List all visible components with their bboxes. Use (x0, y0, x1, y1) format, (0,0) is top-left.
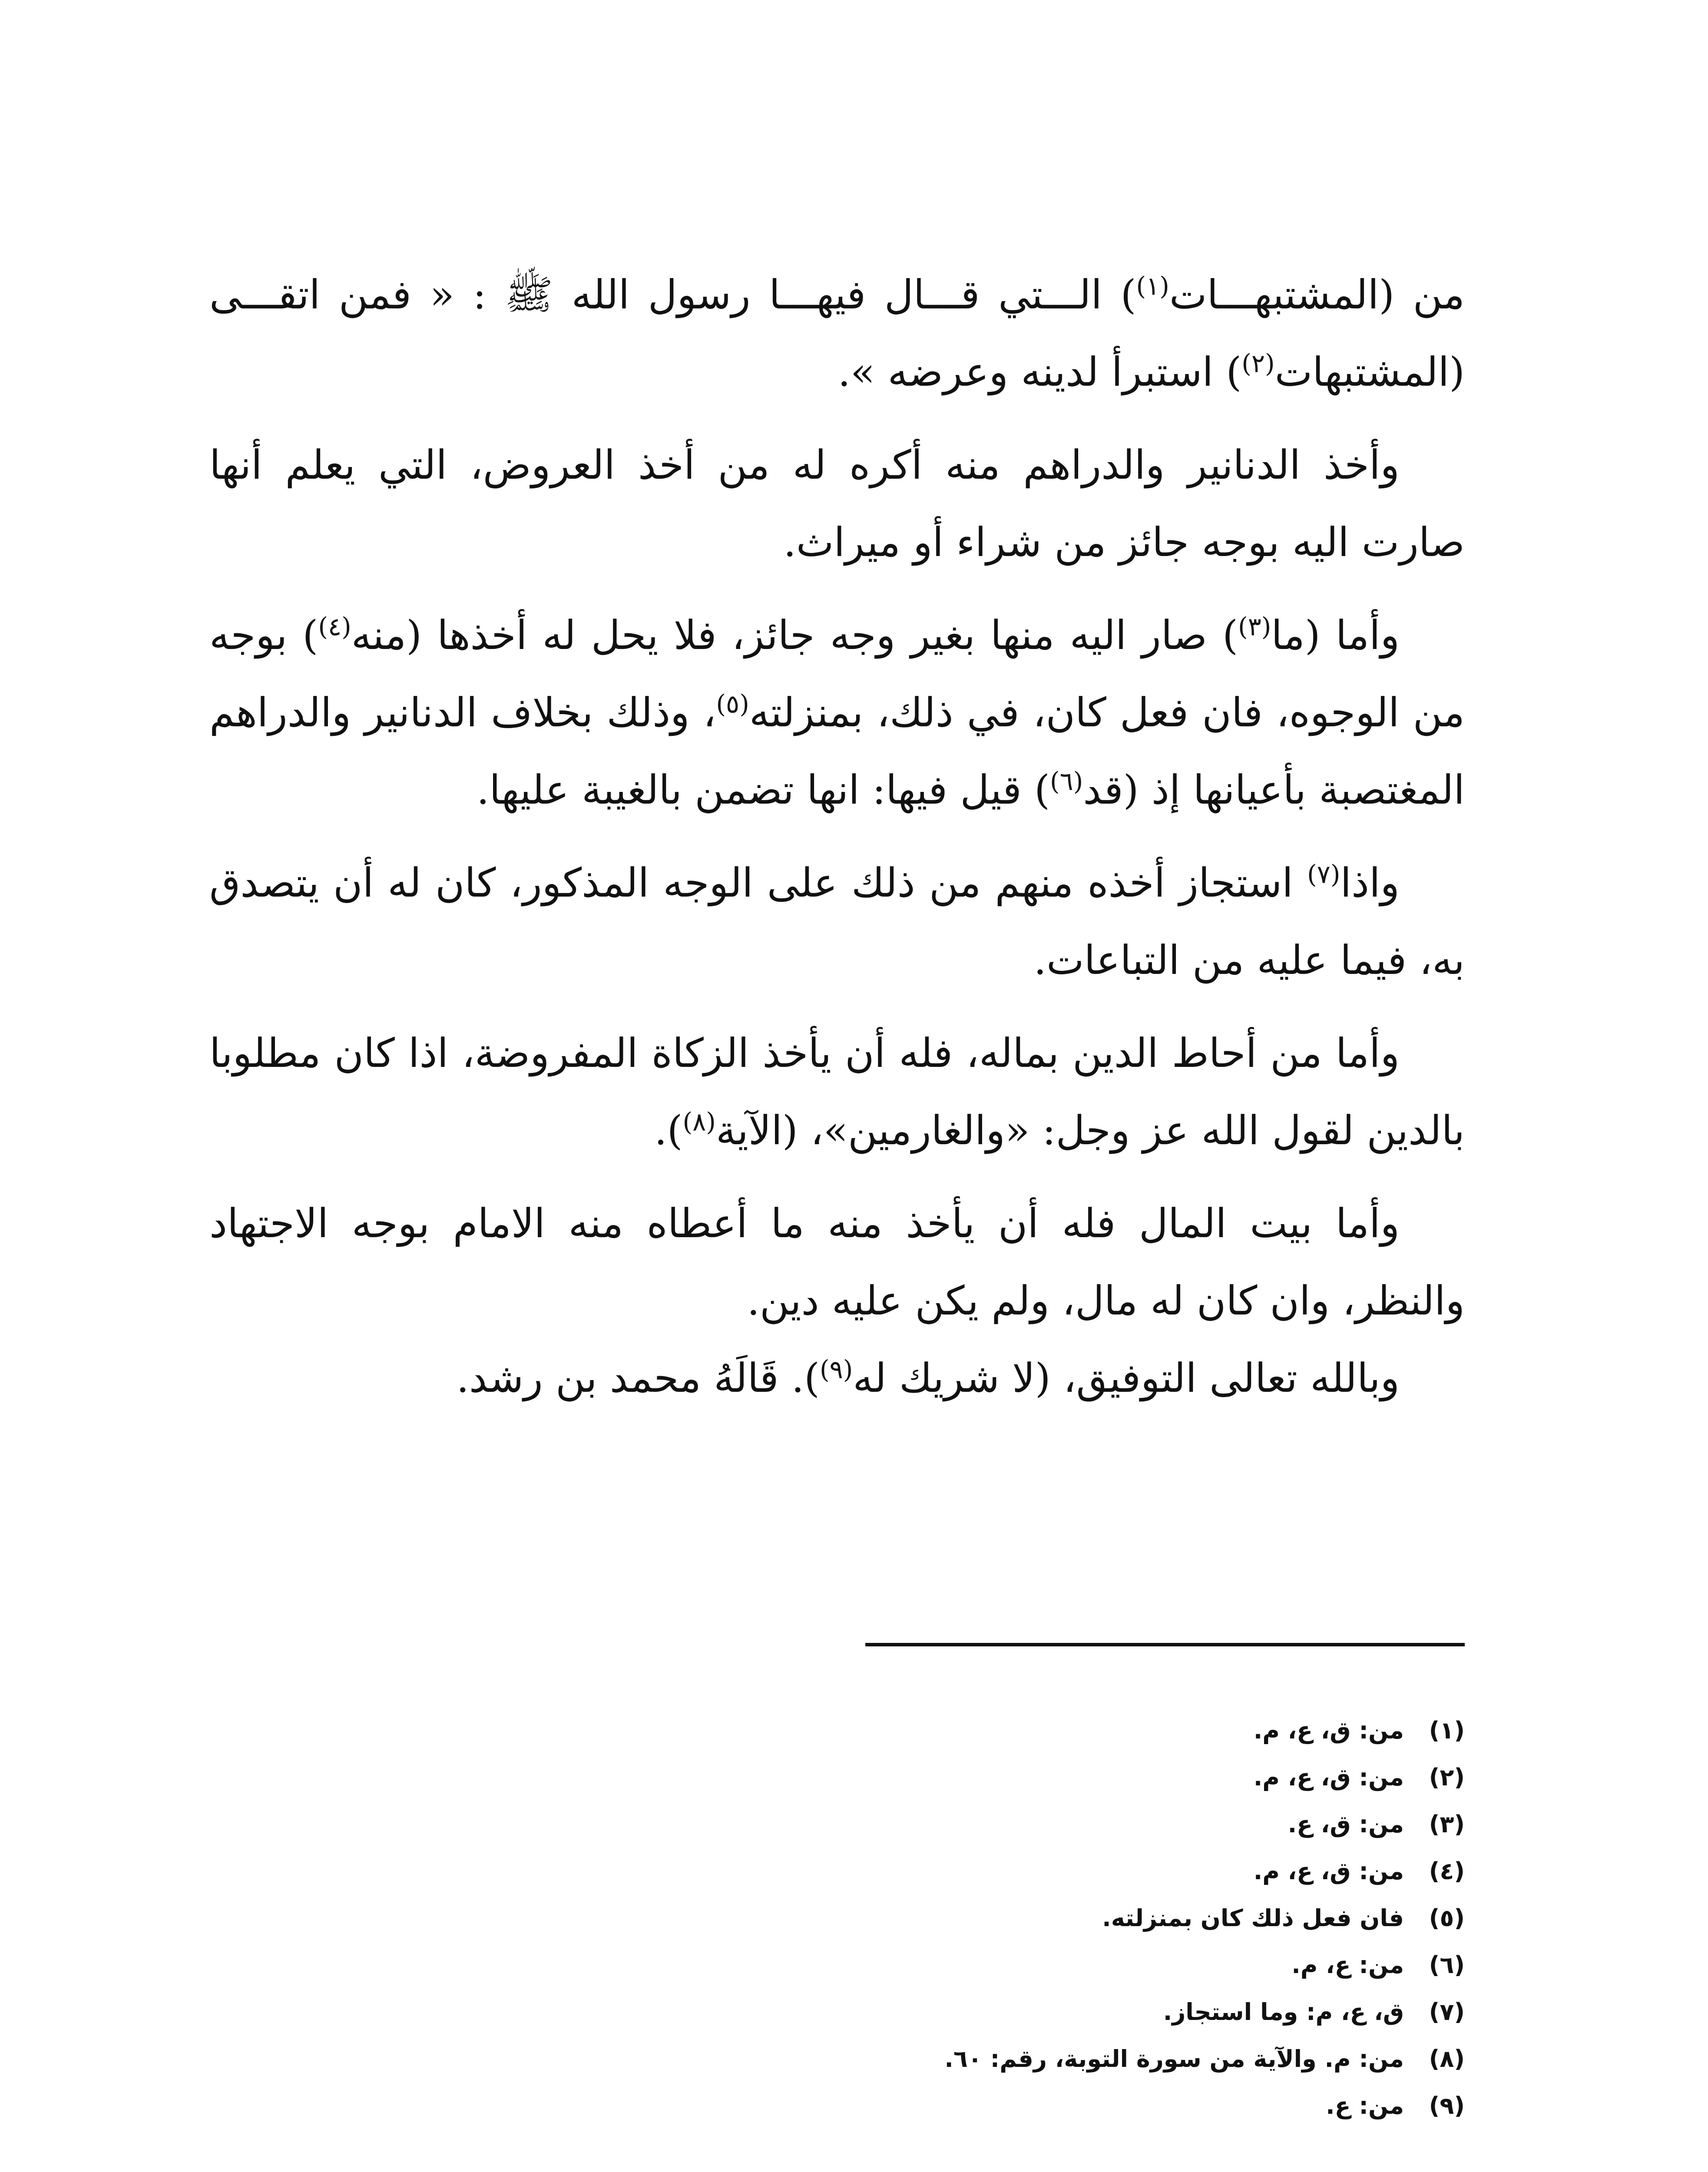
footnote-number: (٧) (1429, 1998, 1465, 2026)
footnote-text: من: ع، م. (1291, 1951, 1404, 1979)
footnote-marker: (٨) (682, 1107, 716, 1137)
paragraph-text: وأما بيت المال فله أن يأخذ منه ما أعطاه منه الامام بوجه الاجتهاد والنظر، وان كان له مال، ولم يكن عليه دين. (209, 1200, 1465, 1324)
paragraph (209, 597, 1465, 829)
paragraph (209, 1185, 1465, 1340)
footnote-marker: (٩) (819, 1354, 853, 1384)
footnote (209, 1942, 1465, 1989)
paragraph (209, 256, 1465, 411)
footnote-text: من: ق، ع. (1288, 1811, 1404, 1838)
paragraph-text: استجاز أخذه منهم من ذلك على الوجه المذكور، كان له أن يتصدق به، فيما عليه من التباعات. (209, 860, 1465, 983)
paragraph-text: من (المشتبهـــات (1169, 272, 1465, 318)
footnote-number: (٢) (1429, 1764, 1465, 1791)
paragraph-text: وأما (ما (1271, 612, 1400, 659)
footnote-divider (865, 1643, 1465, 1646)
footnote-number: (١) (1429, 1717, 1465, 1744)
footnote-marker: (١) (1136, 271, 1169, 301)
footnote (209, 2036, 1465, 2083)
paragraph (209, 844, 1465, 999)
footnote-text: ق، ع، م: وما استجاز. (1163, 1998, 1404, 2026)
footnote (209, 1754, 1465, 1801)
footnote-text: من: ق، ع، م. (1253, 1717, 1404, 1744)
paragraph-text: وبالله تعالى التوفيق، (لا شريك له (853, 1355, 1400, 1401)
paragraph-text: ) صار اليه منها بغير وجه جائز، فلا يحل له أخذها (منه (351, 612, 1238, 659)
footnote-text: من: ق، ع، م. (1253, 1764, 1404, 1791)
footnote (209, 2083, 1465, 2129)
footnote-number: (٦) (1429, 1951, 1465, 1979)
paragraph-text: وأخذ الدنانير والدراهم منه أكره له من أخذ العروض، التي يعلم أنها صارت اليه بوجه جائز من شراء أو ميراث. (209, 442, 1465, 566)
paragraph-text: وأما من أحاط الدين بماله، فله أن يأخذ الزكاة المفروضة، اذا كان مطلوبا بالدين لقول الله عز وجل: «والغارمين»، (الآية (209, 1030, 1465, 1154)
paragraph-text: ) الـــتي قـــال فيهـــا رسول الله ﷺ : « فمن اتقـــى (المشتبهات (209, 272, 1465, 395)
paragraph-text: ، وذلك بخلاف الدنانير والدراهم المغتصبة بأعيانها إذ (قد (209, 689, 1465, 813)
paragraph-text: ). (654, 1107, 683, 1154)
paragraph-text: ) بوجه من الوجوه، فان فعل كان، في ذلك، بمنزلته (209, 612, 1465, 736)
footnote-marker: (٦) (1049, 766, 1083, 796)
footnote-number: (٥) (1429, 1904, 1465, 1932)
footnote-number: (٨) (1429, 2045, 1465, 2073)
footnote-marker: (٤) (318, 612, 351, 642)
paragraph-text: ) استبرأ لدينه وعرضه ». (837, 349, 1242, 395)
footnote-number: (٣) (1429, 1811, 1465, 1838)
footnote (209, 1848, 1465, 1895)
footnote (209, 1801, 1465, 1848)
footnote-number: (٤) (1429, 1857, 1465, 1885)
footnotes (209, 1707, 1465, 2129)
footnote-text: من: م. والآية من سورة التوبة، رقم: ٦٠. (944, 2045, 1404, 2073)
footnote (209, 1989, 1465, 2036)
paragraph-text: ). قَالَهُ محمد بن رشد. (456, 1355, 820, 1401)
paragraph-text: ) قيل فيها: انها تضمن بالغيبة عليها. (477, 767, 1050, 813)
paragraph (209, 1340, 1465, 1417)
footnote-marker: (٥) (716, 689, 749, 719)
footnote-text: فان فعل ذلك كان بمنزلته. (1102, 1904, 1404, 1932)
paragraph (209, 1015, 1465, 1169)
main-text (209, 256, 1465, 1433)
footnote-text: من: ع. (1326, 2092, 1404, 2119)
footnote-marker: (٢) (1241, 348, 1275, 378)
paragraph-text: واذا (1340, 860, 1400, 906)
footnote-number: (٩) (1429, 2092, 1465, 2119)
footnote-marker: (٣) (1238, 612, 1271, 642)
footnote-marker: (٧) (1307, 859, 1341, 889)
paragraph (209, 427, 1465, 581)
footnote (209, 1895, 1465, 1942)
footnote-text: من: ق، ع، م. (1253, 1857, 1404, 1885)
footnote (209, 1707, 1465, 1754)
